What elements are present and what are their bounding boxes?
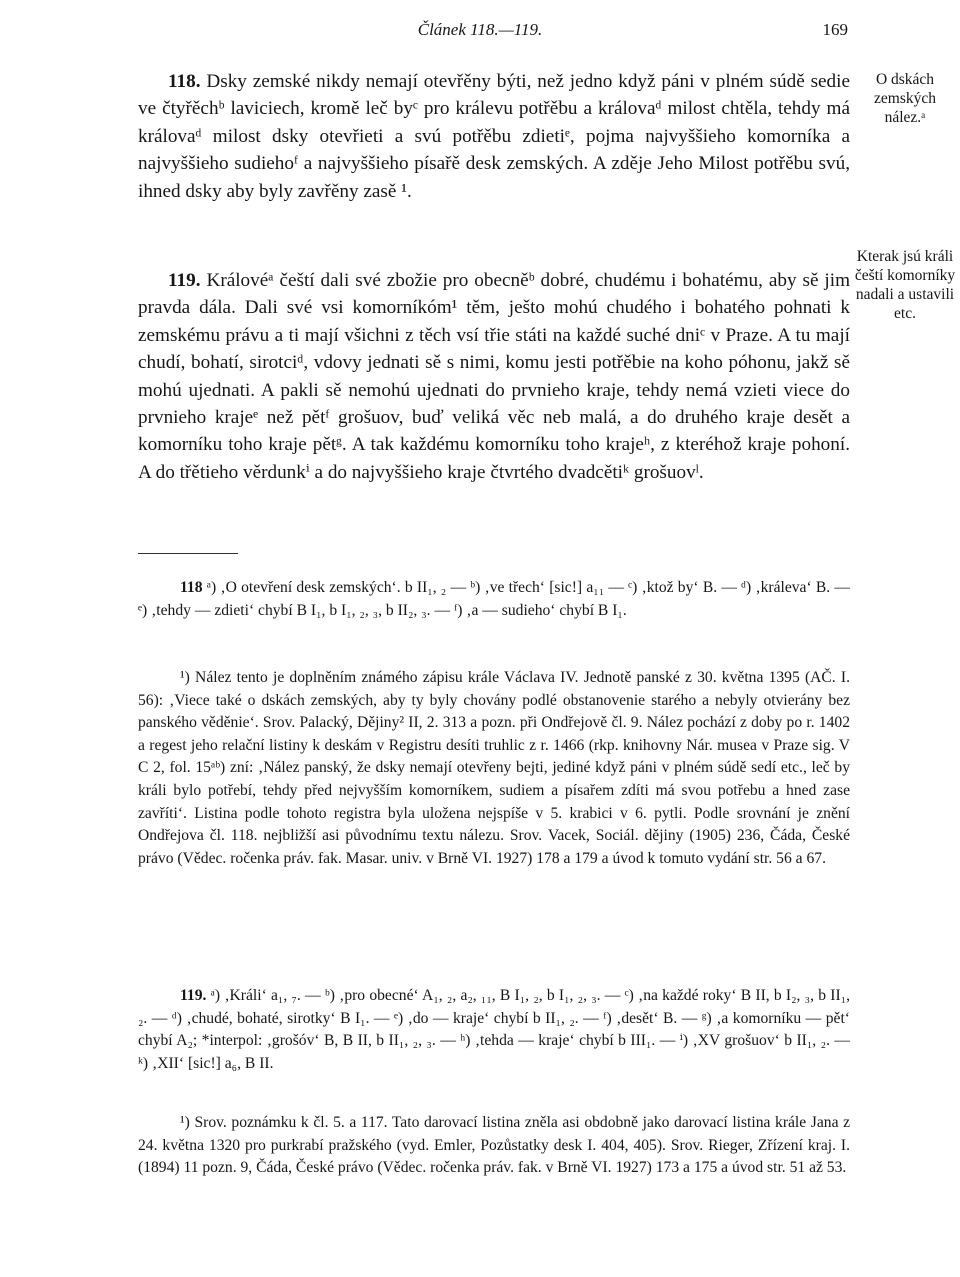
article-119-text: Královéᵃ čeští dali své zbožie pro obecněᵇ dobré, chudému i bohatému, aby sě jim pravda dála. Dali své vsi komorníkóm¹ těm, ješto mohú chudého i bohatého pohnati k zemskému právu a ti mají všichni z těch vsí třie státi na každé suché dniᶜ v Praze. A tu mají chudí, bohatí, sirotciᵈ, vdovy jednati sě s nimi, komu jesti potřěbie na koho póhonu, jakž sě mohú ujednati. A pakli sě nemohú ujednati do prvnieho kraje, tehdy nemá vzieti viece do prvnieho krajeᵉ než pětᶠ grošuov, buď veliká věc neb malá, a do druhého kraje desět a komorníku toho kraje pětᵍ. A tak každému komorníku toho krajeʰ, z kteréhož kraje pohoní. A do třětieho věrdunkⁱ a do najvyššieho kraje čtvrtého dvadcětiᵏ grošuovˡ. (138, 270, 850, 483)
footnotes-119-variants (138, 985, 850, 1075)
article-119 (138, 267, 850, 486)
footnote-118-note-1 (138, 667, 850, 870)
footnotes-119-variants-text: ᵃ) ‚Králi‘ a₁, ₇. — ᵇ) ‚pro obecné‘ A₁, ₂, a₂, ₁₁, B I₁, ₂, b I₁, ₂, ₃. — ᶜ) ‚na každé roky‘ B II, b I₂, ₃, b II₁, ₂. — ᵈ) ‚chudé, bohaté, sirotky‘ B I₁. — ᵉ) ‚do — kraje‘ chybí b II₁, ₂. — ᶠ) ‚desět‘ B. — ᵍ) ‚a komorníku — pět‘ chybí A₂; *interpol: ‚grošóv‘ B, B II, b II₁, ₂, ₃. — ʰ) ‚tehda — kraje‘ chybí b III₁. — ⁱ) ‚XV grošuov‘ b II₁, ₂. — ᵏ) ‚XII‘ [sic!] a₆, B II. (138, 987, 850, 1072)
footnote-divider (138, 553, 238, 554)
footnote-119-note-1-text: ¹) Srov. poznámku k čl. 5. a 117. Tato darovací listina zněla asi obdobně jako darovací listina krále Jana z 24. května 1320 pro purkrabí pražského (vyd. Emler, Pozůstatky desk I. 404, 405). Srov. Rieger, Zřízení kraj. I. (1894) 11 pozn. 9, Čáda, České právo (Vědec. ročenka práv. fak. v Brně VI. 1927) 173 a 175 a úvod str. 51 až 53. (138, 1114, 850, 1177)
footnotes-119-variants-para (138, 985, 850, 1075)
article-119-number: 119. (168, 270, 201, 291)
article-118-paragraph (138, 68, 850, 205)
footnote-119-note-1 (138, 1112, 850, 1180)
article-118-number: 118. (168, 71, 201, 92)
article-118 (138, 68, 850, 205)
footnotes-118-number: 118 (180, 579, 203, 596)
article-118-text: Dsky zemské nikdy nemají otevřěny býti, než jedno když páni v plném súdě sedie ve čtyřěchᵇ laviciech, kromě leč byᶜ pro králevu potřěbu a královaᵈ milost chtěla, tehdy má královaᵈ milost dsky otevřieti a svú potřěbu zdietiᵉ, pojma najvyššieho komorníka a najvyššieho sudiehoᶠ a najvyššieho písařě desk zemských. A zděje Jeho Milost potřěbu svú, ihned dsky aby byly zavřěny zasě ¹. (138, 71, 850, 202)
article-119-paragraph (138, 267, 850, 486)
footnotes-118-variants-text: ᵃ) ‚O otevření desk zemských‘. b II₁, ₂ — ᵇ) ‚ve třech‘ [sic!] a₁₁ — ᶜ) ‚ktož by‘ B. — ᵈ) ‚králeva‘ B. — ᵉ) ‚tehdy — zdieti‘ chybí B I₁, b I₁, ₂, ₃, b II₂, ₃. — ᶠ) ‚a — sudieho‘ chybí B I₁. (138, 579, 850, 619)
margin-note-119: Kterak jsú králi čeští komorníky nadali a ustavili etc. (854, 248, 956, 322)
footnotes-118-variants-para (138, 577, 850, 622)
footnote-118-note-1-text: ¹) Nález tento je doplněním známého zápisu krále Václava IV. Jednotě panské z 30. května 1395 (AČ. I. 56): ‚Viece také o dskách zemských, aby ty byly chovány podlé obstanovenie starého a nebyly otvierány bez panského věděnie‘. Srov. Palacký, Dějiny² II, 2. 313 a pozn. při Ondřejově čl. 9. Nález pochází z doby po r. 1402 a regest jeho relační listiny k deskám v Registru desíti truhlic z r. 1466 (rkp. knihovny Nár. musea v Praze sig. V C 2, fol. 15ᵃᵇ) zní: ‚Nález panský, že dsky nemají otevřeny bejti, jediné když páni v plném súdě sedí etc., leč by králi bylo potřebí, tehdy před nejvyšším komorníkem, sudiem a písařem zdíti má svou potřebu a hned zase zavříti‘. Listina podle tohoto registra byla uložena nejspíše v 5. krabici v 6. pytli. Podle srovnání je znění Ondřejova čl. 118. nejbližší asi původnímu textu nálezu. Srov. Vacek, Sociál. dějiny (1905) 236, Čáda, České právo (Vědec. ročenka práv. fak. Masar. univ. v Brně VI. 1927) 178 a 179 a úvod k tomuto vydání str. 56 a 67. (138, 669, 850, 867)
page-number: 169 (822, 20, 848, 39)
footnotes-118-variants (138, 577, 850, 622)
margin-note-118: O dskách zemských nález.ᵃ (874, 71, 936, 126)
running-header-title: Článek 118.—119. (417, 20, 543, 39)
footnotes-119-number: 119. (180, 987, 207, 1004)
